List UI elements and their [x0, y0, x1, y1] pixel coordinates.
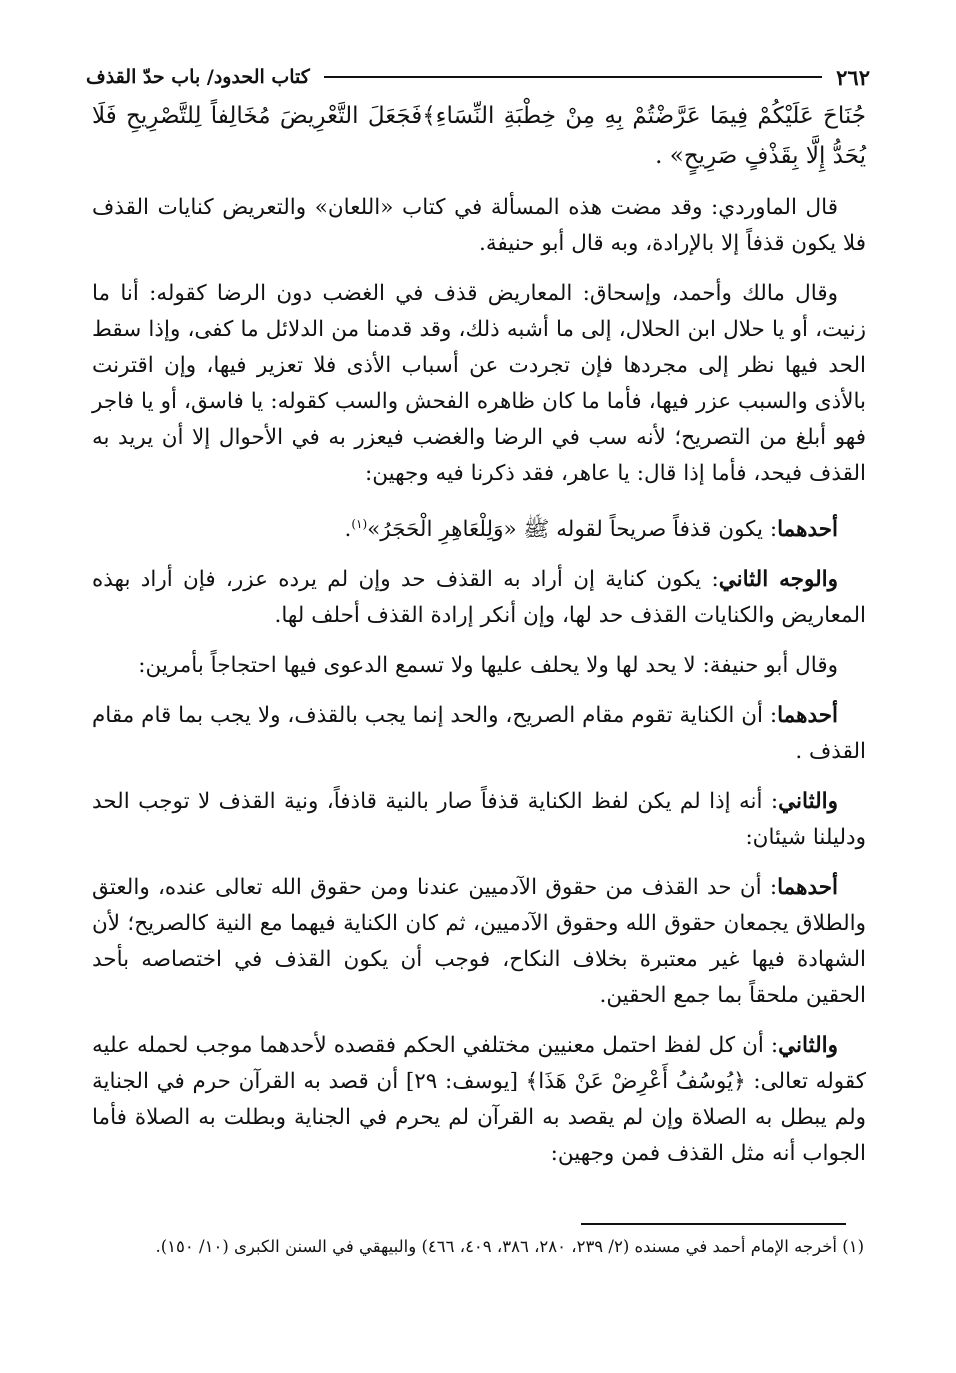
footnote-ref: (١) [351, 517, 368, 531]
paragraph-text: : أنه إذا لم يكن لفظ الكناية قذفاً صار بالنية قاذفاً، ونية القذف لا توجب الحد ودليلنا شيئان: [92, 789, 866, 851]
paragraph-text: : أن كل لفظ احتمل معنيين مختلفي الحكم فقصده لأحدهما موجب لحمله عليه كقوله تعالى: ﴿يُوسُفُ أَعْرِضْ عَنْ هَذَا﴾ [يوسف: ٢٩] أن قصد به القرآن حرم في الجناية ولم يبطل به الصلاة وإن لم يقصد به القرآن لم يحرم في الجناية وبطلت به الصلاة فأما الجواب أنه مثل القذف فمن وجهين: [92, 1033, 866, 1167]
paragraph-5 [92, 562, 866, 634]
paragraph-text: وقال مالك وأحمد، وإسحاق: المعاريض قذف في الغضب دون الرضا كقوله: أنا ما زنيت، أو يا حلال ابن الحلال، إلى ما أشبه ذلك، وقد قدمنا من الدلائل ما كفى، وإذا سقط الحد فيها نظر إلى مجردها فإن تجردت عن أسباب الأذى فلا تعزير فيها، وإن اقترنت بالأذى والسبب عزر فيها، فأما ما كان ظاهره الفحش والسب كقوله: يا فاسق، أو يا فاجر فهو أبلغ من التصريح؛ لأنه سب في الرضا والغضب فيعزر به في الأحوال إلا أن يريد به القذف فيحد، فأما إذا قال: يا عاهر، فقد ذكرنا فيه وجهين: [92, 281, 866, 486]
paragraph-text: : يكون قذفاً صريحاً لقوله ﷺ «وَلِلْعَاهِرِ الْحَجَرُ» [367, 517, 778, 543]
paragraph-lead: والثاني [778, 1033, 838, 1059]
paragraph-lead: والثاني [778, 789, 838, 815]
footnote-separator [581, 1223, 846, 1225]
paragraph-text: : أن الكناية تقوم مقام الصريح، والحد إنما يجب بالقذف، ولا يجب بما قام مقام القذف . [92, 703, 866, 765]
paragraph-lead: والوجه الثاني [718, 567, 838, 593]
paragraph-text: قال الماوردي: وقد مضت هذه المسألة في كتاب «اللعان» والتعريض كنايات القذف فلا يكون قذفاً إلا بالإرادة، وبه قال أبو حنيفة. [92, 195, 866, 256]
paragraph-7 [92, 698, 866, 770]
paragraph-text: جُنَاحَ عَلَيْكُمْ فِيمَا عَرَّضْتُمْ بِهِ مِنْ خِطْبَةِ النِّسَاءِ﴾فَجَعَلَ التَّعْرِيضَ مُخَالِفاً لِلتَّصْرِيحِ فَلَا يُحَدُّ إِلَّا بِقَذْفٍ صَرِيحٍ» . [92, 103, 866, 169]
paragraph-6 [92, 648, 866, 684]
paragraph-lead: أحدهما [777, 875, 838, 901]
paragraph-10 [92, 1028, 866, 1172]
paragraph-lead: أحدهما [777, 517, 838, 543]
paragraph-text: : يكون كناية إن أراد به القذف حد وإن لم يرده عزر، فإن أراد بهذه المعاريض والكنايات القذف حد لها، وإن أنكر إرادة القذف أحلف لها. [92, 567, 866, 629]
page-number: ٢٦٢ [836, 64, 870, 90]
footnotes [96, 1232, 864, 1262]
page-header [86, 62, 870, 92]
header-rule [324, 76, 822, 78]
paragraph-4 [92, 506, 866, 548]
footnote-1: (١) أخرجه الإمام أحمد في مسنده (٢/ ٢٣٩، ٢٨٠، ٣٨٦، ٤٠٩، ٤٦٦) والبيهقي في السنن الكبرى (١٠/ ١٥٠). [155, 1237, 864, 1256]
paragraph-3 [92, 276, 866, 492]
paragraph-8 [92, 784, 866, 856]
paragraph-end: . [344, 517, 352, 543]
paragraph-2 [92, 190, 866, 262]
paragraph-9 [92, 870, 866, 1014]
paragraph-text: : أن حد القذف من حقوق الآدميين عندنا ومن حقوق الله تعالى عنده، والعتق والطلاق يجمعان حقوق الله وحقوق الآدميين، ثم كان الكناية فيهما مع النية كالصريح؛ لأن الشهادة فيها غير معتبرة بخلاف النكاح، فوجب أن يكون القذف في اختصاصه بأحد الحقين ملحقاً بما جمع الحقين. [92, 875, 866, 1009]
body-text [92, 96, 866, 1186]
paragraph-lead: أحدهما [777, 703, 838, 729]
paragraph-1 [92, 96, 866, 176]
running-title: كتاب الحدود/ باب حدّ القذف [86, 66, 310, 88]
paragraph-text: وقال أبو حنيفة: لا يحد لها ولا يحلف عليها ولا تسمع الدعوى فيها احتجاجاً بأمرين: [138, 653, 838, 679]
